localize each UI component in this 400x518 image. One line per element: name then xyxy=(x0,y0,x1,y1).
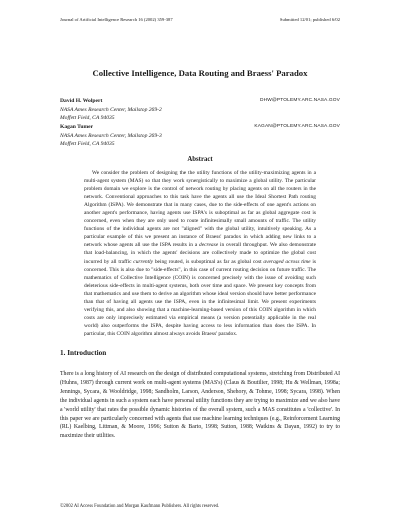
running-head xyxy=(60,17,340,25)
abstract-text: We consider the problem of designing the the utility functions of the utility-maximizing agents in a multi-agent system (MAS) so that they work synergistically to maximize a global utility. The particular problem domain we explore is the control of network routing by placing agents on all the routers in the network. Conventional approaches to this task have the agents all use the Ideal Shortest Path routing Algorithm (ISPA). We demonstrate that in many cases, due to the side-effects of one agent's actions on another agent's performance, having agents use ISPA's is suboptimal as far as global aggregate cost is concerned, even when they are only used to route infinitesimally small amounts of traffic. The utility functions of the individual agents are not "aligned" with the global utility, intuitively speaking. As a particular example of this we present an instance of Braess' paradox in which adding new links to a network whose agents all use the ISPA results in a decrease in overall throughput. We also demonstrate that load-balancing, in which the agents' decisions are collectively made to optimize the global cost incurred by all traffic currently being routed, is suboptimal as far as global cost averaged across time is concerned. This is also due to "side-effects", in this case of current routing decision on future traffic. The mathematics of Collective Intelligence (COIN) is concerned precisely with the issue of avoiding such deleterious side-effects in multi-agent systems, both over time and space. We present key concepts from that mathematics and use them to derive an algorithm whose ideal version should have better performance than that of having all agents use the ISPA, even in the infinitesimal limit. We present experiments verifying this, and also showing that a machine-learning-based version of this COIN algorithm in which costs are only imprecisely estimated via empirical means (a version potentially applicable in the real world) also outperforms the ISPA, despite having access to less information than does the ISPA. In particular, this COIN algorithm almost always avoids Braess' paradox. xyxy=(84,170,316,337)
author-email: DHW@PTOLEMY.ARC.NASA.GOV xyxy=(260,98,340,103)
journal-citation: Journal of Artificial Intelligence Research 16 (2002) 359-387 xyxy=(60,17,173,22)
author-affiliation: NASA Ames Research Center, Mailstop 269-3 xyxy=(60,132,162,139)
author-location: Moffett Field, CA 94035 xyxy=(60,141,115,147)
author-block-1 xyxy=(60,97,340,123)
abstract-heading: Abstract xyxy=(187,156,213,163)
author-location: Moffett Field, CA 94035 xyxy=(60,115,115,121)
author-name: Kagan Tumer xyxy=(60,124,94,130)
author-email: KAGAN@PTOLEMY.ARC.NASA.GOV xyxy=(254,124,340,129)
author-name: David H. Wolpert xyxy=(60,98,103,104)
paper-title: Collective Intelligence, Data Routing and Braess' Paradox xyxy=(92,68,308,78)
copyright-notice: ©2002 AI Access Foundation and Morgan Kaufmann Publishers. All rights reserved. xyxy=(60,504,220,509)
author-block-2 xyxy=(60,123,340,149)
section-heading-introduction: 1. Introduction xyxy=(60,349,107,357)
introduction-paragraph: There is a long history of AI research on the design of distributed computational systems, stretching from Distributed AI (Huhns, 1987) through current work on multi-agent systems (MAS's) (Claus & Boutilier, 1998; Hu & Wellman, 1998a; Jennings, Sycara, & Wooldridge, 1998; Sandholm, Larson, Anderson, Shehory, & Tohme, 1998; Sycara, 1998). When the individual agents in such a system each have personal utility functions they are trying to maximize and we also have a 'world utility' that rates the possible dynamic histories of the overall system, such a MAS constitutes a 'collective'. In this paper we are particularly concerned with agents that use machine learning techniques (e.g., Reinforcement Learning (RL) Kaelbing, Littman, & Moore, 1996; Sutton & Barto, 1998; Sutton, 1988; Watkins & Dayan, 1992) to try to maximize their utilities. xyxy=(60,371,340,440)
author-affiliation: NASA Ames Research Center, Mailstop 269-2 xyxy=(60,106,162,113)
submission-dates: Submitted 12/01; published 6/02 xyxy=(279,17,340,22)
